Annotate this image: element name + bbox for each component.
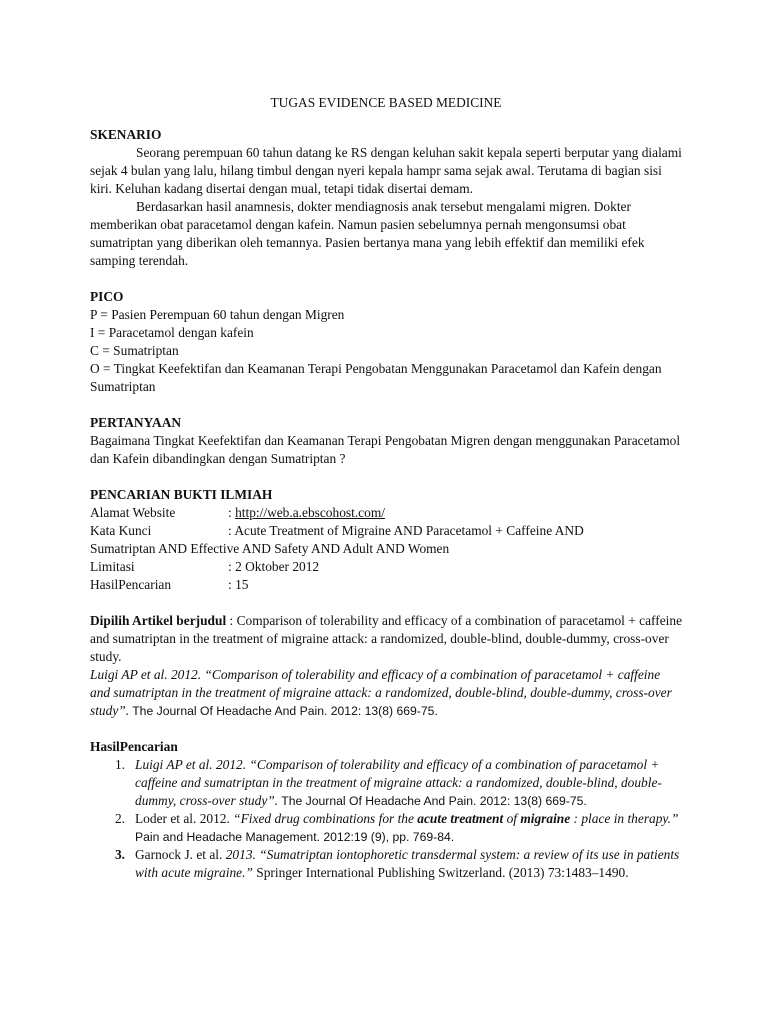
- pico-c: C = Sumatriptan: [90, 343, 179, 358]
- selected-article-citation: [90, 666, 682, 720]
- reference-item-2: [90, 810, 682, 846]
- pico-heading: PICO: [90, 289, 124, 304]
- reference-2-italic-b: of: [503, 811, 521, 826]
- reference-item-1: [90, 756, 682, 810]
- kata-kunci-label: Kata Kunci: [90, 523, 152, 538]
- pencarian-heading: PENCARIAN BUKTI ILMIAH: [90, 487, 273, 502]
- kata-kunci-row: [90, 522, 682, 540]
- reference-1-italic: Luigi AP et al. 2012. “Comparison of tolerability and efficacy of a combination of paracetamol + caffeine and sumatriptan in the treatment of migraine attack: a randomized, double-blind, double-dummy, cross-over study”.: [135, 757, 662, 808]
- reference-2-source: Pain and Headache Management. 2012:19 (9), pp. 769-84.: [135, 830, 455, 844]
- pertanyaan-text: Bagaimana Tingkat Keefektifan dan Keamanan Terapi Pengobatan Migren dengan menggunakan Paracetamol dan Kafein dibandingkan dengan Sumatriptan ?: [90, 433, 681, 466]
- reference-item-3: [90, 846, 682, 882]
- selected-article-label: Dipilih Artikel berjudul: [90, 613, 227, 628]
- pico-p: P = Pasien Perempuan 60 tahun dengan Migren: [90, 307, 345, 322]
- kata-kunci-value: : Acute Treatment of Migraine AND Paracetamol + Caffeine AND: [228, 523, 584, 538]
- hasil-pencarian-label: HasilPencarian: [90, 577, 172, 592]
- reference-number: 3.: [114, 847, 125, 862]
- reference-1-source: The Journal Of Headache And Pain. 2012: 13(8) 669-75.: [278, 794, 587, 808]
- reference-3-author: Garnock J. et al.: [135, 847, 223, 862]
- selected-article: [90, 612, 682, 666]
- hasil-pencarian-row: [90, 576, 682, 594]
- reference-number: 1.: [114, 757, 125, 772]
- hasil-pencarian-value: : 15: [228, 577, 249, 592]
- kata-kunci-continued: Sumatriptan AND Effective AND Safety AND Adult AND Women: [90, 541, 450, 556]
- reference-3-source: Springer International Publishing Switzerland. (2013) 73:1483–1490.: [252, 865, 629, 880]
- limitasi-label: Limitasi: [90, 559, 135, 574]
- reference-2-italic-a: “Fixed drug combinations for the: [229, 811, 418, 826]
- alamat-website-row: [90, 504, 682, 522]
- alamat-website-label: Alamat Website: [90, 505, 176, 520]
- limitasi-value: : 2 Oktober 2012: [228, 559, 320, 574]
- reference-2-author: Loder et al. 2012.: [135, 811, 230, 826]
- pico-i: I = Paracetamol dengan kafein: [90, 325, 254, 340]
- pertanyaan-heading: PERTANYAAN: [90, 415, 182, 430]
- selected-citation-source: The Journal Of Headache And Pain. 2012: 13(8) 669-75.: [129, 704, 438, 718]
- alamat-website-colon: :: [228, 505, 236, 520]
- ebscohost-link[interactable]: http://web.a.ebscohost.com/: [235, 505, 385, 520]
- reference-2-italic-c: : place in therapy.”: [570, 811, 679, 826]
- pico-o: O = Tingkat Keefektifan dan Keamanan Terapi Pengobatan Menggunakan Paracetamol dan Kafein dengan Sumatriptan: [90, 361, 662, 394]
- reference-2-bold-a: acute treatment: [417, 811, 504, 826]
- skenario-paragraph-2: Berdasarkan hasil anamnesis, dokter mendiagnosis anak tersebut mengalami migren. Dokter memberikan obat paracetamol dengan kafein. Namun pasien sebelumnya pernah mengonsumsi obat sumatriptan yang diberikan oleh temannya. Pasien bertanya mana yang lebih effektif dan memiliki efek samping terendah.: [90, 199, 645, 268]
- limitasi-row: [90, 558, 682, 576]
- hasil-heading: HasilPencarian: [90, 739, 178, 754]
- selected-article-title: : Comparison of tolerability and efficacy of a combination of paracetamol + caffeine and sumatriptan in the treatment of migraine attack: a randomized, double-blind, double-dummy, cross-over study.: [90, 613, 683, 664]
- reference-3-italic: 2013. “Sumatriptan iontophoretic transdermal system: a review of its use in patients with acute migraine.”: [135, 847, 680, 880]
- document-content: [90, 94, 682, 882]
- reference-2-bold-b: migraine: [520, 811, 571, 826]
- selected-citation-italic: Luigi AP et al. 2012. “Comparison of tolerability and efficacy of a combination of paracetamol + caffeine and sumatriptan in the treatment of migraine attack: a randomized, double-blind, double-dummy, cross-over study”.: [90, 667, 672, 718]
- reference-number: 2.: [114, 811, 125, 826]
- document-title: TUGAS EVIDENCE BASED MEDICINE: [270, 95, 502, 110]
- skenario-heading: SKENARIO: [90, 127, 162, 142]
- skenario-paragraph-1: Seorang perempuan 60 tahun datang ke RS dengan keluhan sakit kepala seperti berputar yang dialami sejak 4 bulan yang lalu, hilang timbul dengan nyeri kepala hampr sama sejak awal. Terutama di bagian sisi kiri. Keluhan kadang disertai dengan mual, tetapi tidak disertai demam.: [90, 145, 682, 196]
- reference-list: [90, 756, 682, 882]
